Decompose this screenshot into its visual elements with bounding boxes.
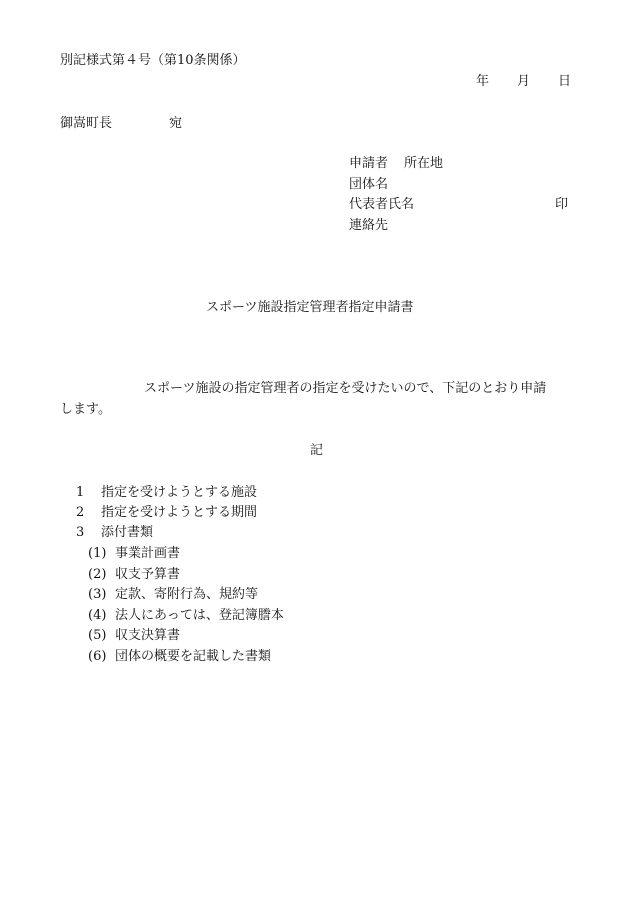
attachment-number: (5) bbox=[88, 628, 107, 643]
attachment-number: (3) bbox=[88, 587, 107, 602]
ki-heading: 記 bbox=[310, 443, 324, 458]
item-text: 指定を受けようとする施設 bbox=[101, 485, 258, 500]
seal-label: 印 bbox=[555, 197, 569, 212]
item-text: 指定を受けようとする期間 bbox=[101, 505, 258, 520]
form-number: 別記様式第４号（第10条関係） bbox=[60, 53, 246, 68]
list-item bbox=[76, 505, 257, 521]
date-year-label: 年 bbox=[476, 74, 490, 89]
list-item bbox=[88, 546, 180, 562]
list-item bbox=[76, 485, 257, 501]
attachment-text: 収支予算書 bbox=[115, 567, 181, 582]
attachment-number: (6) bbox=[88, 649, 107, 664]
applicant-rep-label: 代表者氏名 bbox=[349, 197, 415, 212]
item-number: 3 bbox=[76, 525, 85, 540]
item-number: 1 bbox=[76, 485, 85, 500]
list-item bbox=[88, 608, 284, 624]
list-item bbox=[88, 587, 258, 603]
attachment-text: 収支決算書 bbox=[115, 628, 181, 643]
body-line-1: スポーツ施設の指定管理者の指定を受けたいので、下記のとおり申請 bbox=[144, 381, 547, 396]
list-item bbox=[88, 567, 180, 583]
attachment-text: 団体の概要を記載した書類 bbox=[115, 649, 272, 664]
list-item bbox=[88, 649, 271, 665]
attachment-number: (2) bbox=[88, 567, 107, 582]
applicant-contact-label: 連絡先 bbox=[349, 218, 389, 233]
item-number: 2 bbox=[76, 505, 85, 520]
addressee-name: 御嵩町長 bbox=[60, 116, 113, 131]
addressee-suffix: 宛 bbox=[169, 116, 183, 131]
attachment-text: 法人にあっては、登記簿謄本 bbox=[115, 608, 284, 623]
attachment-number: (4) bbox=[88, 608, 107, 623]
attachment-text: 定款、寄附行為、規約等 bbox=[115, 587, 259, 602]
item-text: 添付書類 bbox=[101, 525, 154, 540]
date-day-label: 日 bbox=[558, 74, 572, 89]
applicant-address-label: 所在地 bbox=[404, 156, 444, 171]
body-line-2: します。 bbox=[60, 402, 111, 417]
applicant-prefix: 申請者 bbox=[349, 156, 389, 171]
list-item bbox=[88, 628, 180, 644]
applicant-org-label: 団体名 bbox=[349, 177, 389, 192]
attachment-number: (1) bbox=[88, 546, 107, 561]
list-item bbox=[76, 525, 153, 541]
date-month-label: 月 bbox=[517, 74, 531, 89]
document-title: スポーツ施設指定管理者指定申請書 bbox=[206, 300, 414, 315]
attachment-text: 事業計画書 bbox=[115, 546, 181, 561]
